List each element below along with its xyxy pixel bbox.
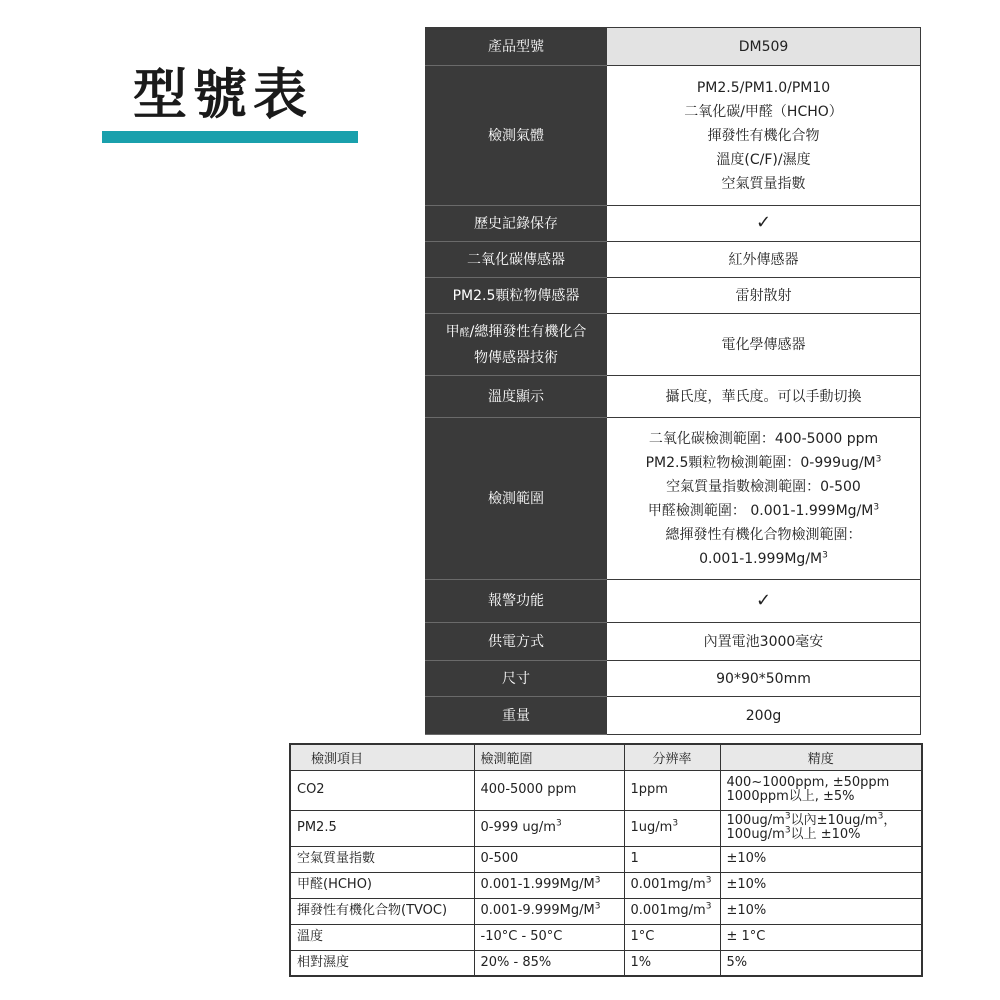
- accuracy-part: 100ug/m: [726, 813, 785, 828]
- spec-row-power: [426, 623, 921, 661]
- superscript: 3: [705, 875, 712, 886]
- superscript: 3: [877, 811, 884, 822]
- superscript: 3: [594, 875, 601, 886]
- table-row: [290, 770, 922, 810]
- spec-row-gas: [426, 66, 921, 206]
- superscript: 3: [555, 818, 562, 829]
- range-value: [607, 418, 921, 580]
- model-label: 產品型號: [426, 28, 607, 66]
- header-range: 檢測範圍: [474, 744, 624, 770]
- cell-accuracy: [720, 810, 922, 846]
- cell-resolution: 1ppm: [624, 770, 720, 810]
- title-underline: [102, 131, 358, 143]
- temp-label: 溫度顯示: [426, 376, 607, 418]
- pm-sensor-value: 雷射散射: [607, 278, 921, 314]
- range-line: 0.001-1.999Mg/M: [699, 550, 823, 567]
- header-resolution: 分辨率: [624, 744, 720, 770]
- range-label: 檢測範圍: [426, 418, 607, 580]
- range-line: PM2.5顆粒物檢測範圍：0-999ug/M: [645, 454, 876, 471]
- hcho-label-part: 甲: [445, 323, 460, 340]
- accuracy-header-row: [290, 744, 922, 770]
- cell-item: PM2.5: [290, 810, 474, 846]
- gas-label: 檢測氣體: [426, 66, 607, 206]
- size-label: 尺寸: [426, 661, 607, 697]
- cell-range: 400-5000 ppm: [474, 770, 624, 810]
- table-row: [290, 898, 922, 924]
- superscript: 3: [822, 549, 828, 560]
- cell-range: 0.001-9.999Mg/M: [480, 903, 595, 918]
- cell-item: CO2: [290, 770, 474, 810]
- cell-range: 0-500: [474, 846, 624, 872]
- spec-row-range: [426, 418, 921, 580]
- superscript: 3: [873, 501, 880, 512]
- cell-resolution: 1: [624, 846, 720, 872]
- hcho-label-line2: 物傳感器技術: [474, 349, 558, 366]
- size-value: 90*90*50mm: [607, 661, 921, 697]
- range-line: 甲醛檢測範圍： 0.001-1.999Mg/M: [647, 502, 874, 519]
- range-line: 空氣質量指數檢測範圍：0-500: [666, 478, 861, 495]
- hcho-label-part: /總揮發性有機化合: [469, 323, 587, 340]
- cell-range: -10°C - 50°C: [474, 924, 624, 950]
- table-row: [290, 810, 922, 846]
- cell-accuracy: 5%: [720, 950, 922, 976]
- spec-row-alarm: [426, 580, 921, 623]
- temp-value: 攝氏度，華氏度。可以手動切換: [607, 376, 921, 418]
- gas-line: 空氣質量指數: [721, 175, 806, 192]
- cell-item: 溫度: [290, 924, 474, 950]
- history-label: 歷史記錄保存: [426, 206, 607, 242]
- table-row: [290, 924, 922, 950]
- pm-sensor-label: PM2.5顆粒物傳感器: [426, 278, 607, 314]
- cell-accuracy: ± 1°C: [720, 924, 922, 950]
- spec-row-pm-sensor: [426, 278, 921, 314]
- cell-item: 揮發性有機化合物(TVOC): [290, 898, 474, 924]
- hcho-sensor-value: 電化學傳感器: [607, 314, 921, 376]
- accuracy-part: 以內±10ug/m: [790, 813, 878, 828]
- superscript: 3: [594, 901, 601, 912]
- superscript: 3: [875, 453, 882, 464]
- check-icon: ✓: [755, 212, 772, 233]
- hcho-label-small: 醛: [459, 327, 470, 339]
- alarm-label: 報警功能: [426, 580, 607, 623]
- co2-sensor-label: 二氧化碳傳感器: [426, 242, 607, 278]
- weight-value: 200g: [607, 697, 921, 735]
- cell-resolution: 1%: [624, 950, 720, 976]
- gas-line: PM2.5/PM1.0/PM10: [696, 79, 831, 96]
- spec-row-history: [426, 206, 921, 242]
- table-row: [290, 950, 922, 976]
- gas-line: 溫度(C/F)/濕度: [716, 151, 811, 168]
- cell-item: 空氣質量指數: [290, 846, 474, 872]
- cell-resolution: 0.001mg/m: [630, 877, 706, 892]
- cell-item: 甲醛(HCHO): [290, 872, 474, 898]
- cell-accuracy: ±10%: [720, 898, 922, 924]
- spec-table: [425, 27, 921, 735]
- accuracy-line: 400~1000ppm, ±50ppm: [726, 775, 890, 790]
- table-row: [290, 846, 922, 872]
- range-line: 總揮發性有機化合物檢測範圍：: [665, 526, 862, 543]
- accuracy-table: [289, 743, 923, 977]
- accuracy-line: 1000ppm以上, ±5%: [726, 789, 855, 804]
- table-row: [290, 872, 922, 898]
- weight-label: 重量: [426, 697, 607, 735]
- page-title: 型號表: [133, 63, 313, 126]
- gas-line: 揮發性有機化合物: [707, 127, 820, 144]
- model-value: DM509: [607, 28, 921, 66]
- spec-row-hcho-sensor: [426, 314, 921, 376]
- spec-row-co2-sensor: [426, 242, 921, 278]
- spec-row-weight: [426, 697, 921, 735]
- gas-value: [607, 66, 921, 206]
- co2-sensor-value: 紅外傳感器: [607, 242, 921, 278]
- check-icon: ✓: [755, 589, 772, 611]
- cell-item: 相對濕度: [290, 950, 474, 976]
- cell-resolution: 1ug/m: [630, 820, 673, 835]
- cell-range: 20% - 85%: [474, 950, 624, 976]
- gas-line: 二氧化碳/甲醛（HCHO）: [684, 103, 843, 120]
- power-value: 內置電池3000毫安: [607, 623, 921, 661]
- accuracy-part: 以上 ±10%: [790, 827, 861, 842]
- power-label: 供電方式: [426, 623, 607, 661]
- header-item: 檢測項目: [290, 744, 474, 770]
- spec-row-temp: [426, 376, 921, 418]
- accuracy-part: 100ug/m: [726, 827, 785, 842]
- cell-range: 0-999 ug/m: [480, 820, 556, 835]
- hcho-sensor-label: [426, 314, 607, 376]
- cell-accuracy: ±10%: [720, 872, 922, 898]
- spec-row-size: [426, 661, 921, 697]
- cell-resolution: 0.001mg/m: [630, 903, 706, 918]
- cell-resolution: 1°C: [624, 924, 720, 950]
- superscript: 3: [784, 811, 791, 822]
- spec-row-model: [426, 28, 921, 66]
- accuracy-part: ，: [883, 813, 897, 828]
- cell-accuracy: [720, 770, 922, 810]
- cell-accuracy: ±10%: [720, 846, 922, 872]
- range-line: 二氧化碳檢測範圍：400-5000 ppm: [648, 430, 879, 447]
- cell-range: 0.001-1.999Mg/M: [480, 877, 595, 892]
- superscript: 3: [672, 818, 679, 829]
- header-accuracy: 精度: [720, 744, 922, 770]
- superscript: 3: [705, 901, 712, 912]
- superscript: 3: [784, 825, 791, 836]
